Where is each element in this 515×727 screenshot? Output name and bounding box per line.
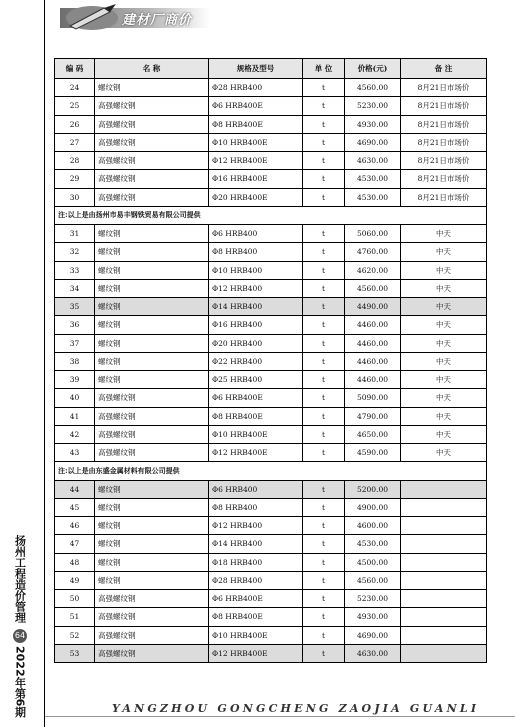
cell-remark: 中天 bbox=[401, 298, 487, 316]
cell-name: 高强螺纹钢 bbox=[95, 425, 209, 443]
cell-code: 43 bbox=[55, 444, 95, 462]
cell-name: 螺纹钢 bbox=[95, 553, 209, 571]
pen-icon bbox=[64, 2, 120, 32]
cell-unit: t bbox=[303, 644, 345, 662]
cell-unit: t bbox=[303, 352, 345, 370]
cell-code: 28 bbox=[55, 152, 95, 170]
cell-price: 4760.00 bbox=[345, 243, 401, 261]
cell-code: 52 bbox=[55, 626, 95, 644]
table-row bbox=[55, 389, 487, 407]
col-code: 编 码 bbox=[55, 59, 95, 79]
table-row bbox=[55, 261, 487, 279]
cell-price: 4490.00 bbox=[345, 298, 401, 316]
cell-code: 38 bbox=[55, 352, 95, 370]
cell-name: 螺纹钢 bbox=[95, 535, 209, 553]
cell-spec: Φ8 HRB400E bbox=[209, 407, 303, 425]
col-unit: 单 位 bbox=[303, 59, 345, 79]
cell-price: 4930.00 bbox=[345, 608, 401, 626]
cell-name: 螺纹钢 bbox=[95, 498, 209, 516]
cell-price: 4460.00 bbox=[345, 352, 401, 370]
cell-spec: Φ20 HRB400E bbox=[209, 188, 303, 206]
cell-name: 高强螺纹钢 bbox=[95, 152, 209, 170]
cell-spec: Φ6 HRB400E bbox=[209, 590, 303, 608]
cell-remark: 8月21日市场价 bbox=[401, 115, 487, 133]
supplier-note: 注:以上是由扬州市易丰钢铁贸易有限公司提供 bbox=[55, 206, 487, 224]
cell-code: 48 bbox=[55, 553, 95, 571]
cell-price: 4930.00 bbox=[345, 115, 401, 133]
table-row bbox=[55, 517, 487, 535]
cell-unit: t bbox=[303, 225, 345, 243]
sidebar bbox=[0, 535, 40, 717]
cell-unit: t bbox=[303, 133, 345, 151]
cell-name: 高强螺纹钢 bbox=[95, 608, 209, 626]
cell-price: 4790.00 bbox=[345, 407, 401, 425]
cell-remark: 中天 bbox=[401, 334, 487, 352]
cell-spec: Φ6 HRB400E bbox=[209, 389, 303, 407]
cell-remark: 中天 bbox=[401, 352, 487, 370]
cell-spec: Φ10 HRB400E bbox=[209, 425, 303, 443]
cell-spec: Φ12 HRB400 bbox=[209, 279, 303, 297]
table-row bbox=[55, 188, 487, 206]
cell-spec: Φ28 HRB400 bbox=[209, 571, 303, 589]
table-row bbox=[55, 243, 487, 261]
cell-price: 4560.00 bbox=[345, 279, 401, 297]
cell-price: 4460.00 bbox=[345, 371, 401, 389]
cell-name: 螺纹钢 bbox=[95, 371, 209, 389]
table-row bbox=[55, 115, 487, 133]
cell-remark: 8月21日市场价 bbox=[401, 188, 487, 206]
cell-name: 高强螺纹钢 bbox=[95, 644, 209, 662]
table-row bbox=[55, 79, 487, 97]
cell-remark bbox=[401, 553, 487, 571]
cell-price: 4460.00 bbox=[345, 334, 401, 352]
cell-remark: 中天 bbox=[401, 279, 487, 297]
table-body bbox=[55, 79, 487, 663]
cell-code: 27 bbox=[55, 133, 95, 151]
cell-price: 4690.00 bbox=[345, 133, 401, 151]
cell-name: 螺纹钢 bbox=[95, 571, 209, 589]
col-spec: 规格及型号 bbox=[209, 59, 303, 79]
col-name: 名 称 bbox=[95, 59, 209, 79]
table-row bbox=[55, 371, 487, 389]
table-row bbox=[55, 298, 487, 316]
cell-spec: Φ8 HRB400E bbox=[209, 115, 303, 133]
table-note-row bbox=[55, 462, 487, 480]
cell-name: 高强螺纹钢 bbox=[95, 590, 209, 608]
cell-unit: t bbox=[303, 334, 345, 352]
cell-spec: Φ10 HRB400 bbox=[209, 261, 303, 279]
cell-spec: Φ8 HRB400E bbox=[209, 608, 303, 626]
cell-code: 41 bbox=[55, 407, 95, 425]
cell-price: 4650.00 bbox=[345, 425, 401, 443]
cell-spec: Φ14 HRB400 bbox=[209, 535, 303, 553]
table-row bbox=[55, 152, 487, 170]
cell-name: 高强螺纹钢 bbox=[95, 170, 209, 188]
cell-code: 34 bbox=[55, 279, 95, 297]
cell-unit: t bbox=[303, 535, 345, 553]
cell-name: 高强螺纹钢 bbox=[95, 188, 209, 206]
cell-price: 4630.00 bbox=[345, 152, 401, 170]
cell-spec: Φ14 HRB400 bbox=[209, 298, 303, 316]
cell-code: 47 bbox=[55, 535, 95, 553]
cell-price: 4690.00 bbox=[345, 626, 401, 644]
cell-remark: 8月21日市场价 bbox=[401, 133, 487, 151]
cell-price: 5200.00 bbox=[345, 480, 401, 498]
cell-remark bbox=[401, 590, 487, 608]
cell-spec: Φ8 HRB400 bbox=[209, 243, 303, 261]
cell-price: 4530.00 bbox=[345, 535, 401, 553]
cell-code: 33 bbox=[55, 261, 95, 279]
cell-unit: t bbox=[303, 444, 345, 462]
cell-price: 4600.00 bbox=[345, 517, 401, 535]
cell-code: 50 bbox=[55, 590, 95, 608]
footer-text: YANGZHOU GONGCHENG ZAOJIA GUANLI bbox=[112, 702, 480, 715]
cell-unit: t bbox=[303, 298, 345, 316]
table-row bbox=[55, 425, 487, 443]
cell-code: 49 bbox=[55, 571, 95, 589]
cell-unit: t bbox=[303, 152, 345, 170]
cell-price: 4500.00 bbox=[345, 553, 401, 571]
cell-spec: Φ12 HRB400 bbox=[209, 517, 303, 535]
cell-remark bbox=[401, 608, 487, 626]
cell-spec: Φ22 HRB400 bbox=[209, 352, 303, 370]
cell-code: 53 bbox=[55, 644, 95, 662]
cell-price: 5230.00 bbox=[345, 590, 401, 608]
cell-remark bbox=[401, 517, 487, 535]
cell-unit: t bbox=[303, 371, 345, 389]
cell-remark: 中天 bbox=[401, 225, 487, 243]
cell-spec: Φ10 HRB400E bbox=[209, 626, 303, 644]
table-note-row bbox=[55, 206, 487, 224]
cell-remark: 中天 bbox=[401, 425, 487, 443]
table-row bbox=[55, 316, 487, 334]
cell-price: 4900.00 bbox=[345, 498, 401, 516]
cell-unit: t bbox=[303, 608, 345, 626]
cell-remark: 8月21日市场价 bbox=[401, 170, 487, 188]
cell-price: 4560.00 bbox=[345, 571, 401, 589]
cell-unit: t bbox=[303, 407, 345, 425]
cell-unit: t bbox=[303, 590, 345, 608]
cell-code: 36 bbox=[55, 316, 95, 334]
cell-remark: 中天 bbox=[401, 407, 487, 425]
price-table bbox=[54, 58, 487, 663]
cell-spec: Φ12 HRB400E bbox=[209, 152, 303, 170]
cell-remark: 8月21日市场价 bbox=[401, 97, 487, 115]
cell-unit: t bbox=[303, 243, 345, 261]
cell-unit: t bbox=[303, 498, 345, 516]
journal-name: 扬州工程造价管理 bbox=[13, 535, 27, 623]
cell-name: 螺纹钢 bbox=[95, 79, 209, 97]
col-remark: 备 注 bbox=[401, 59, 487, 79]
cell-remark: 中天 bbox=[401, 389, 487, 407]
cell-remark bbox=[401, 571, 487, 589]
cell-price: 4630.00 bbox=[345, 644, 401, 662]
cell-spec: Φ6 HRB400 bbox=[209, 225, 303, 243]
cell-code: 31 bbox=[55, 225, 95, 243]
cell-remark: 中天 bbox=[401, 243, 487, 261]
col-price: 价格(元) bbox=[345, 59, 401, 79]
header-title: 建材厂商价 bbox=[122, 13, 193, 28]
cell-spec: Φ28 HRB400 bbox=[209, 79, 303, 97]
cell-remark bbox=[401, 498, 487, 516]
cell-name: 螺纹钢 bbox=[95, 279, 209, 297]
cell-spec: Φ6 HRB400E bbox=[209, 97, 303, 115]
table-row bbox=[55, 444, 487, 462]
cell-price: 4560.00 bbox=[345, 79, 401, 97]
cell-unit: t bbox=[303, 553, 345, 571]
cell-spec: Φ6 HRB400 bbox=[209, 480, 303, 498]
cell-name: 螺纹钢 bbox=[95, 261, 209, 279]
cell-price: 4590.00 bbox=[345, 444, 401, 462]
cell-unit: t bbox=[303, 389, 345, 407]
cell-code: 24 bbox=[55, 79, 95, 97]
cell-code: 26 bbox=[55, 115, 95, 133]
footer-rule bbox=[45, 716, 515, 717]
cell-name: 高强螺纹钢 bbox=[95, 115, 209, 133]
cell-unit: t bbox=[303, 517, 345, 535]
cell-unit: t bbox=[303, 626, 345, 644]
issue-label: 2022年第6期 bbox=[13, 646, 27, 718]
cell-code: 51 bbox=[55, 608, 95, 626]
cell-code: 29 bbox=[55, 170, 95, 188]
table-row bbox=[55, 97, 487, 115]
cell-code: 37 bbox=[55, 334, 95, 352]
cell-unit: t bbox=[303, 79, 345, 97]
cell-spec: Φ25 HRB400 bbox=[209, 371, 303, 389]
cell-name: 高强螺纹钢 bbox=[95, 444, 209, 462]
cell-price: 4460.00 bbox=[345, 316, 401, 334]
table-row bbox=[55, 279, 487, 297]
table-row bbox=[55, 225, 487, 243]
cell-name: 高强螺纹钢 bbox=[95, 626, 209, 644]
cell-price: 5230.00 bbox=[345, 97, 401, 115]
table-row bbox=[55, 498, 487, 516]
cell-unit: t bbox=[303, 425, 345, 443]
cell-unit: t bbox=[303, 97, 345, 115]
table-row bbox=[55, 535, 487, 553]
cell-unit: t bbox=[303, 316, 345, 334]
table-row bbox=[55, 590, 487, 608]
cell-name: 螺纹钢 bbox=[95, 298, 209, 316]
cell-remark bbox=[401, 626, 487, 644]
cell-remark bbox=[401, 644, 487, 662]
cell-price: 5060.00 bbox=[345, 225, 401, 243]
cell-code: 40 bbox=[55, 389, 95, 407]
page-number: 64 bbox=[13, 629, 27, 643]
cell-price: 4530.00 bbox=[345, 188, 401, 206]
table-row bbox=[55, 644, 487, 662]
cell-name: 螺纹钢 bbox=[95, 334, 209, 352]
cell-spec: Φ20 HRB400 bbox=[209, 334, 303, 352]
cell-remark: 中天 bbox=[401, 444, 487, 462]
cell-name: 高强螺纹钢 bbox=[95, 133, 209, 151]
table-row bbox=[55, 133, 487, 151]
cell-name: 螺纹钢 bbox=[95, 352, 209, 370]
table-row bbox=[55, 553, 487, 571]
cell-remark bbox=[401, 480, 487, 498]
cell-name: 高强螺纹钢 bbox=[95, 389, 209, 407]
cell-price: 4620.00 bbox=[345, 261, 401, 279]
table-row bbox=[55, 480, 487, 498]
cell-unit: t bbox=[303, 115, 345, 133]
table-row bbox=[55, 334, 487, 352]
cell-unit: t bbox=[303, 279, 345, 297]
table-row bbox=[55, 608, 487, 626]
sidebar-divider bbox=[44, 0, 45, 727]
cell-remark: 中天 bbox=[401, 316, 487, 334]
cell-code: 32 bbox=[55, 243, 95, 261]
cell-spec: Φ10 HRB400E bbox=[209, 133, 303, 151]
cell-price: 5090.00 bbox=[345, 389, 401, 407]
cell-code: 45 bbox=[55, 498, 95, 516]
cell-unit: t bbox=[303, 571, 345, 589]
cell-spec: Φ12 HRB400E bbox=[209, 644, 303, 662]
cell-spec: Φ8 HRB400 bbox=[209, 498, 303, 516]
table-row bbox=[55, 170, 487, 188]
table-row bbox=[55, 352, 487, 370]
cell-spec: Φ16 HRB400E bbox=[209, 170, 303, 188]
supplier-note: 注:以上是由东盛金属材料有限公司提供 bbox=[55, 462, 487, 480]
table-header-row bbox=[55, 59, 487, 79]
cell-name: 螺纹钢 bbox=[95, 316, 209, 334]
cell-code: 25 bbox=[55, 97, 95, 115]
cell-price: 4530.00 bbox=[345, 170, 401, 188]
cell-remark: 中天 bbox=[401, 261, 487, 279]
cell-name: 螺纹钢 bbox=[95, 243, 209, 261]
cell-remark bbox=[401, 535, 487, 553]
cell-remark: 8月21日市场价 bbox=[401, 79, 487, 97]
cell-code: 35 bbox=[55, 298, 95, 316]
table-row bbox=[55, 571, 487, 589]
cell-code: 39 bbox=[55, 371, 95, 389]
cell-spec: Φ16 HRB400 bbox=[209, 316, 303, 334]
cell-code: 42 bbox=[55, 425, 95, 443]
cell-name: 螺纹钢 bbox=[95, 480, 209, 498]
cell-remark: 中天 bbox=[401, 371, 487, 389]
cell-unit: t bbox=[303, 480, 345, 498]
cell-name: 高强螺纹钢 bbox=[95, 97, 209, 115]
table-row bbox=[55, 407, 487, 425]
cell-remark: 8月21日市场价 bbox=[401, 152, 487, 170]
page-header bbox=[60, 2, 220, 36]
cell-spec: Φ12 HRB400E bbox=[209, 444, 303, 462]
cell-name: 螺纹钢 bbox=[95, 225, 209, 243]
cell-unit: t bbox=[303, 261, 345, 279]
cell-unit: t bbox=[303, 170, 345, 188]
cell-code: 30 bbox=[55, 188, 95, 206]
cell-spec: Φ18 HRB400 bbox=[209, 553, 303, 571]
cell-code: 44 bbox=[55, 480, 95, 498]
table-row bbox=[55, 626, 487, 644]
cell-unit: t bbox=[303, 188, 345, 206]
cell-name: 螺纹钢 bbox=[95, 517, 209, 535]
cell-code: 46 bbox=[55, 517, 95, 535]
cell-name: 高强螺纹钢 bbox=[95, 407, 209, 425]
